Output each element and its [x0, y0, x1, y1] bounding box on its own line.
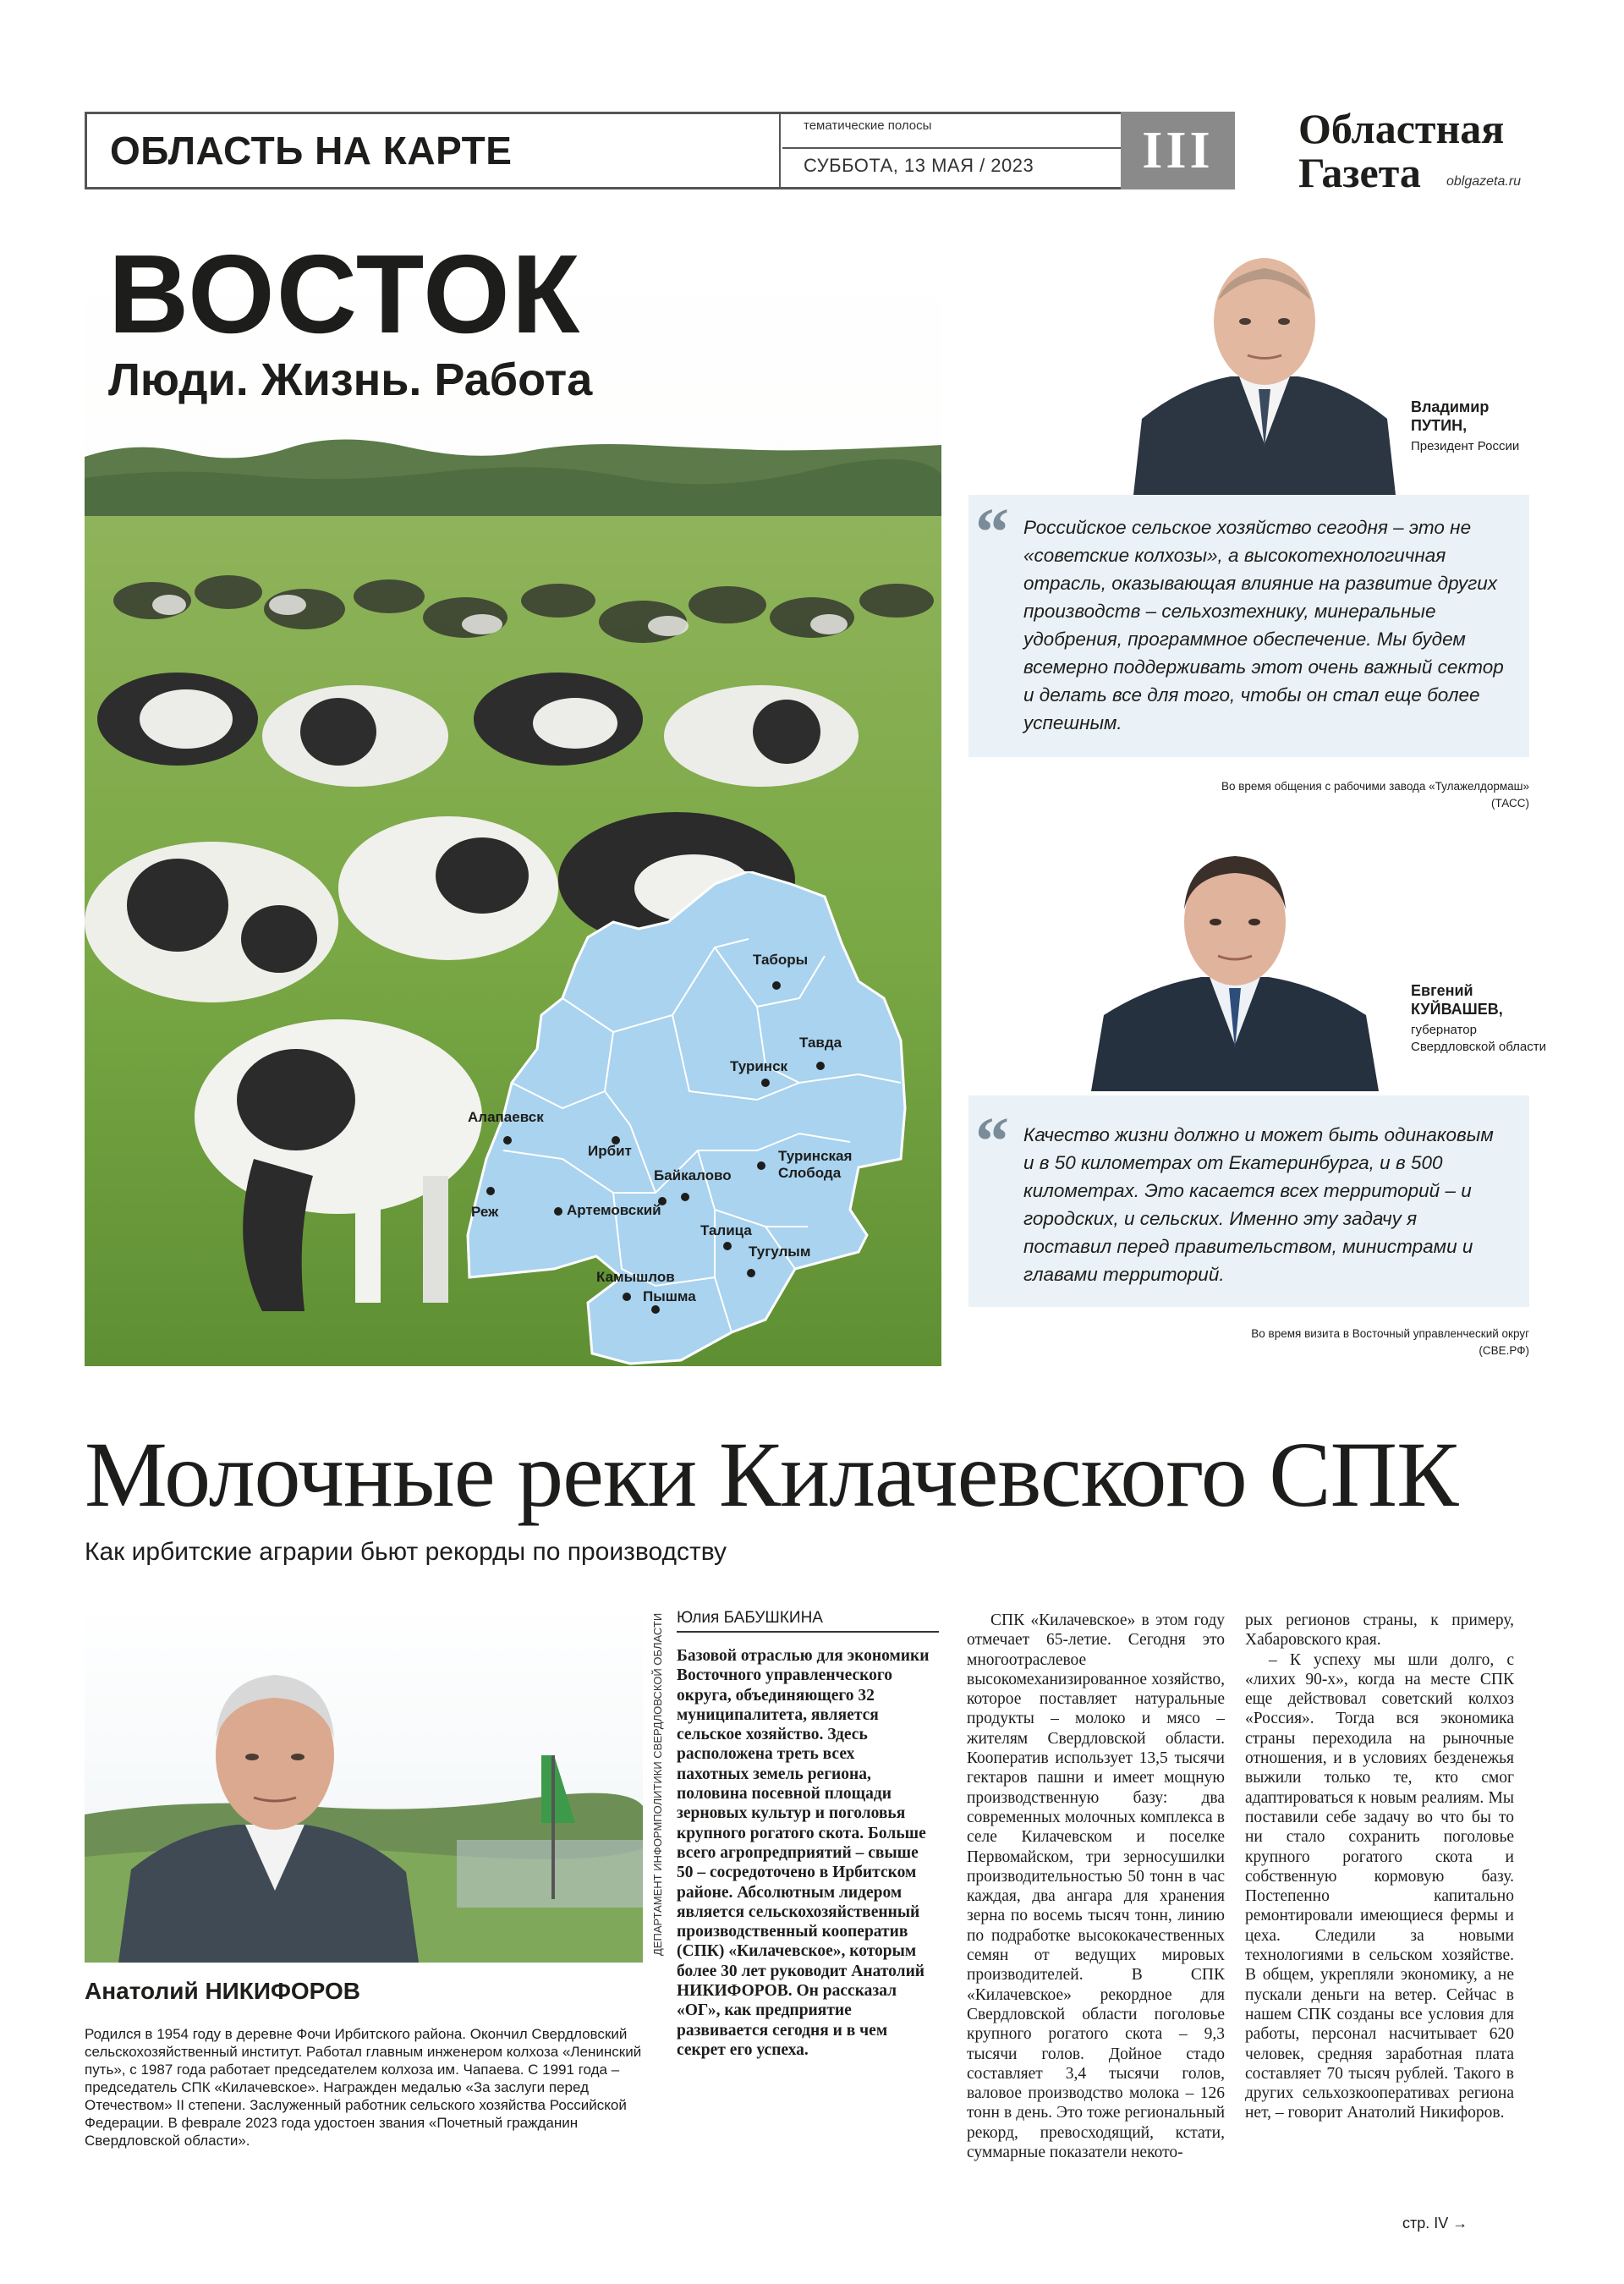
hero-photo — [85, 245, 941, 1366]
bio-text: Родился в 1954 году в деревне Фочи Ирбитского района. Окончил Свердловский сельскохозяйственный институт. Работал главным инженером колхоза «Ленинский путь», с 1987 года работает председателем колхоза им. Чапаева. С 1991 года – председатель СПК «Килачевское». Награжден медалью «За заслуги перед Отечеством» II степени. Заслуженный работник сельского хозяйства Российской Федерации. В феврале 2023 года удостоен звания «Почетный гражданин Свердловской области». — [85, 2026, 642, 2149]
district-map[interactable] — [461, 871, 941, 1366]
quote-mark-icon: “ — [975, 1105, 1009, 1179]
kuyvashev-portrait — [1091, 837, 1379, 1091]
map-label-kamyshlov: Камышлов — [596, 1269, 675, 1285]
kuyvashev-quote-box — [968, 1095, 1529, 1307]
nikiforov-photo — [85, 1603, 643, 1963]
putin-quote-source — [1015, 778, 1529, 812]
map-label-baikalovo: Байкалово — [654, 1167, 732, 1183]
issue-date: СУББОТА, 13 МАЯ / 2023 — [804, 155, 1034, 176]
map-label-sloboda: Слобода — [778, 1165, 842, 1181]
map-label-rezh: Реж — [471, 1204, 499, 1220]
putin-role: Президент России — [1411, 439, 1520, 453]
kuyvashev-role-line-1: губернатор — [1411, 1023, 1477, 1037]
photo-illustration — [85, 1603, 643, 1963]
kuyvashev-caption — [1411, 981, 1546, 1056]
hero-subtitle: Люди. Жизнь. Работа — [108, 354, 593, 405]
putin-caption — [1411, 398, 1538, 455]
page-number: III — [1121, 112, 1235, 189]
map-label-pyshma: Пышма — [643, 1288, 696, 1304]
bio-name: Анатолий НИКИФОРОВ — [85, 1978, 360, 2004]
map-label-tavda: Тавда — [799, 1035, 842, 1051]
kuyvashev-last-name: КУЙВАШЕВ, — [1411, 1001, 1503, 1018]
rubric-label: тематические полосы — [804, 118, 932, 133]
map-label-artemovsky: Артемовский — [567, 1202, 661, 1218]
article-deck: Как ирбитские аграрии бьют рекорды по производству — [85, 1538, 727, 1566]
kuyvashev-quote-source — [1015, 1326, 1529, 1359]
map-label-turinskaya: Туринская — [778, 1148, 853, 1164]
continued-link[interactable]: стр. IV → — [1402, 2215, 1468, 2232]
map-label-talitsa: Талица — [700, 1222, 752, 1238]
map-label-irbit: Ирбит — [588, 1143, 632, 1159]
putin-last-name: ПУТИН, — [1411, 417, 1468, 434]
quote-mark-icon: “ — [975, 496, 1009, 570]
photo-credit: ДЕПАРТАМЕНТ ИНФОРМПОЛИТИКИ СВЕРДЛОВСКОЙ ОБЛАСТИ — [651, 1612, 664, 1956]
article-lead: Базовой отраслью для экономики Восточного управленческого округа, объединяющего 32 муниципалитета, является сельское хозяйство. Здесь расположена треть всех пахотных земель региона, половина посевной площади зерновых культур и поголовья крупного рогатого скота. Больше всего агропредприятий – свыше 50 – сосредоточено в Ирбитском районе. Абсолютным лидером является сельскохозяйственный производственный кооператив (СПК) «Килачевское», которым более 30 лет руководит Анатолий НИКИФОРОВ. Он рассказал «ОГ», как предприятие развивается сегодня и в чем секрет его успеха. — [677, 1647, 930, 2059]
kuyvashev-quote-text: Качество жизни должно и может быть одинаковым и в 50 километрах от Екатеринбурга, и в 500 километрах. Это касается всех территорий – и городских, и сельских. Именно эту задачу я поставил перед правительством, министрами и главами территорий. — [1023, 1124, 1494, 1285]
portrait-illustration — [1133, 241, 1396, 495]
map-label-alapaevsk: Алапаевск — [468, 1109, 544, 1125]
map-label-turinsk: Туринск — [730, 1058, 788, 1074]
putin-portrait — [1133, 241, 1396, 495]
article-headline[interactable]: Молочные реки Килачевского СПК — [85, 1423, 1458, 1526]
article-author[interactable]: Юлия БАБУШКИНА — [677, 1609, 939, 1633]
section-title: ОБЛАСТЬ НА КАРТЕ — [85, 112, 781, 189]
putin-quote-text: Российское сельское хозяйство сегодня – это не «советские колхозы», а высокотехнологичная отрасль, оказывающая влияние на развитие других производств – сельхозтехнику, минеральные удобрения, программное обеспечение. Мы будем всемерно поддерживать этот очень важный сектор и делать все для того, чтобы он стал еще более успешным. — [1023, 517, 1504, 733]
hero-title: ВОСТОК — [108, 232, 582, 356]
header-divider — [782, 147, 1121, 149]
map-label-tugulym: Тугулым — [749, 1244, 811, 1260]
article-column-2 — [1245, 1611, 1514, 2123]
putin-source-line-2: (ТАСС) — [1491, 797, 1529, 810]
column-2-paragraph-1: рых регионов страны, к примеру, Хабаровского края. — [1245, 1611, 1514, 1650]
kuyvashev-source-line-2: (СВЕ.РФ) — [1479, 1344, 1529, 1357]
article-column-1: СПК «Килачевское» в этом году отмечает 65-летие. Сегодня это многоотраслевое высокомеханизированное хозяйство, которое поставляет натуральные продукты – молоко и мясо – жителям Свердловской области. Кооператив использует 13,5 тысячи гектаров пашни и имеет мощную производственную базу: два современных молочных комплекса в селе Килачевском и поселке Первомайском, три зерносушилки производительностью 50 тонн в час каждая, два ангара для хранения зерна по восемь тысяч тонн, линию по подработке высококачественных семян от ведущих мировых производителей. В СПК «Килачевское» рекордное для Свердловской области поголовье крупного рогатого скота – 9,3 тысячи голов. Дойное стадо составляет 3,4 тысячи голов, валовое производство молока – 126 тонн в день. Это тоже региональный рекорд, превосходящий, кстати, суммарные показатели некото- — [967, 1611, 1225, 2162]
logo-line-2: Газета — [1298, 149, 1421, 196]
kuyvashev-role-line-2: Свердловской области — [1411, 1040, 1547, 1054]
logo-line-1: Областная — [1298, 105, 1505, 152]
kuyvashev-first-name: Евгений — [1411, 982, 1473, 999]
column-2-paragraph-2: – К успеху мы шли долго, с «лихих 90-х», когда на месте СПК еще действовал советский колхоз «Россия». Тогда вся экономика страны переходила на рыночные отношения, и в условиях безденежья выжили только те, кто смог адаптироваться к новым реалиям. Мы поставили себе задачу во что бы то ни стало сохранить поголовье крупного рогатого скота и собственную кормовую базу. Постепенно капитально ремонтировали имеющиеся фермы и цеха. Следили за новыми технологиями в сельском хозяйстве. В общем, укрепляли экономику, а не пускали деньги на ветер. Сейчас в нашем СПК созданы все условия для работы, персонал насчитывает 620 человек, средняя заработная плата составляет 70 тысяч рублей. Такого в других сельхозкооперативах региона нет, – говорит Анатолий Никифоров. — [1245, 1650, 1514, 2122]
putin-source-line-1: Во время общения с рабочими завода «Тулажелдормаш» — [1221, 780, 1529, 793]
portrait-illustration — [1091, 837, 1379, 1091]
putin-quote-box — [968, 495, 1529, 757]
kuyvashev-source-line-1: Во время визита в Восточный управленческий округ — [1251, 1327, 1529, 1340]
site-url[interactable]: oblgazeta.ru — [1446, 174, 1522, 189]
map-label-tabory: Таборы — [753, 952, 809, 968]
putin-first-name: Владимир — [1411, 398, 1490, 415]
